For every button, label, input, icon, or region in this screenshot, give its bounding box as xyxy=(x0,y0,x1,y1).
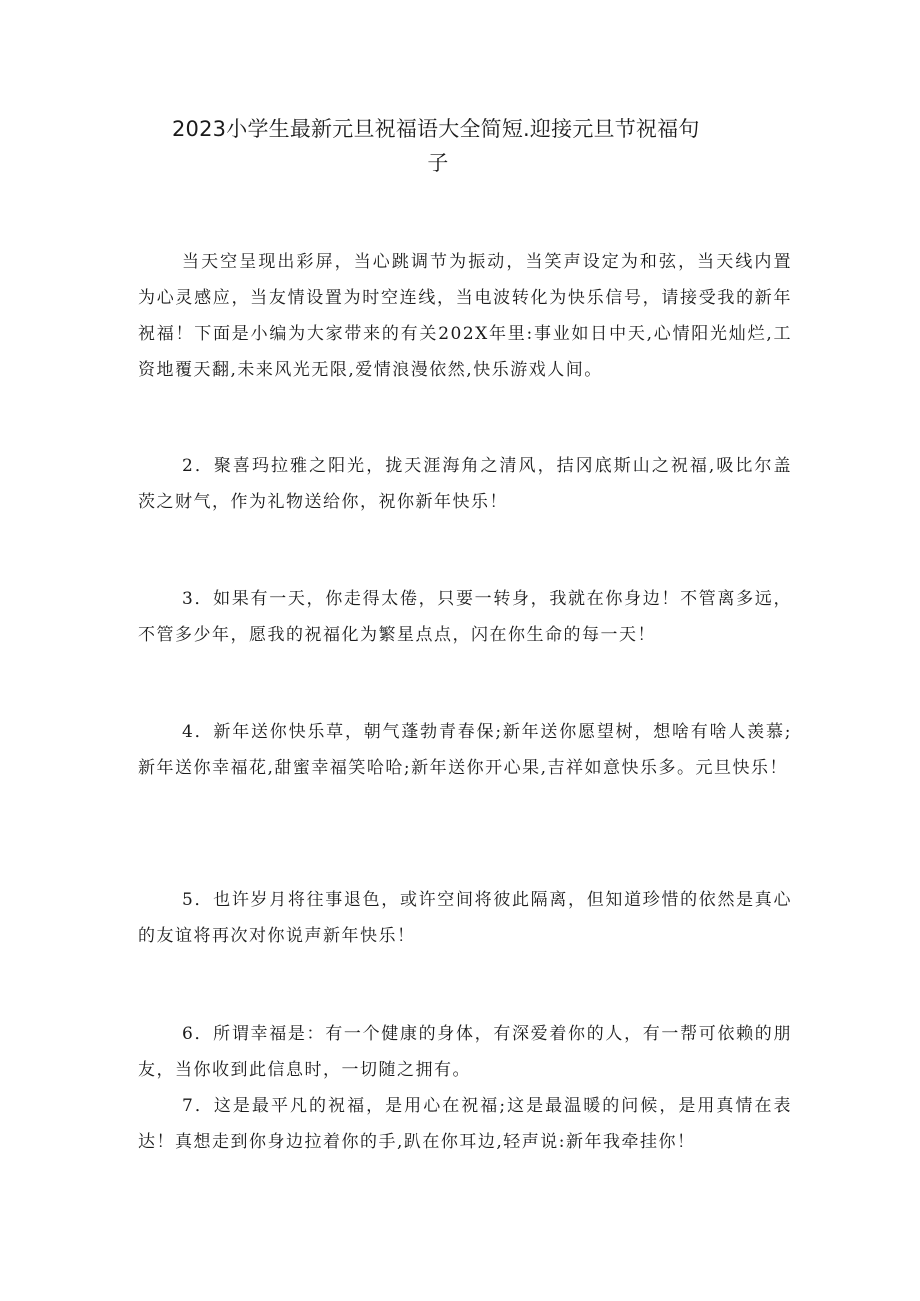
document-title xyxy=(172,112,792,180)
wish-paragraph-4: 4．新年送你快乐草，朝气蓬勃青春保;新年送你愿望树，想啥有啥人羡慕;新年送你幸福花,甜蜜幸福笑哈哈;新年送你开心果,吉祥如意快乐多。元旦快乐！ xyxy=(138,722,792,778)
wish-paragraph-5: 5．也许岁月将往事退色，或许空间将彼此隔离，但知道珍惜的依然是真心的友谊将再次对你说声新年快乐！ xyxy=(138,890,792,946)
wish-paragraph-6: 6．所谓幸福是：有一个健康的身体，有深爱着你的人，有一帮可依赖的朋友，当你收到此信息时，一切随之拥有。 xyxy=(138,1024,792,1080)
wish-paragraph-7: 7．这是最平凡的祝福，是用心在祝福;这是最温暖的问候，是用真情在表达！真想走到你身边拉着你的手,趴在你耳边,轻声说:新年我牵挂你！ xyxy=(138,1096,792,1152)
wish-paragraph-3: 3．如果有一天，你走得太倦，只要一转身，我就在你身边！不管离多远，不管多少年，愿我的祝福化为繁星点点，闪在你生命的每一天！ xyxy=(138,589,792,645)
title-line-1: 2023小学生最新元旦祝福语大全简短.迎接元旦节祝福句 xyxy=(172,117,700,141)
intro-paragraph: 当天空呈现出彩屏，当心跳调节为振动，当笑声设定为和弦，当天线内置为心灵感应，当友情设置为时空连线，当电波转化为快乐信号，请接受我的新年祝福！下面是小编为大家带来的有关202X年里:事业如日中天,心情阳光灿烂,工资地覆天翻,未来风光无限,爱情浪漫依然,快乐游戏人间。 xyxy=(138,252,792,380)
title-line-2: 子 xyxy=(427,151,449,175)
wish-paragraph-2: 2．聚喜玛拉雅之阳光，拢天涯海角之清风，拮冈底斯山之祝福,吸比尔盖茨之财气，作为礼物送给你，祝你新年快乐！ xyxy=(138,456,792,512)
